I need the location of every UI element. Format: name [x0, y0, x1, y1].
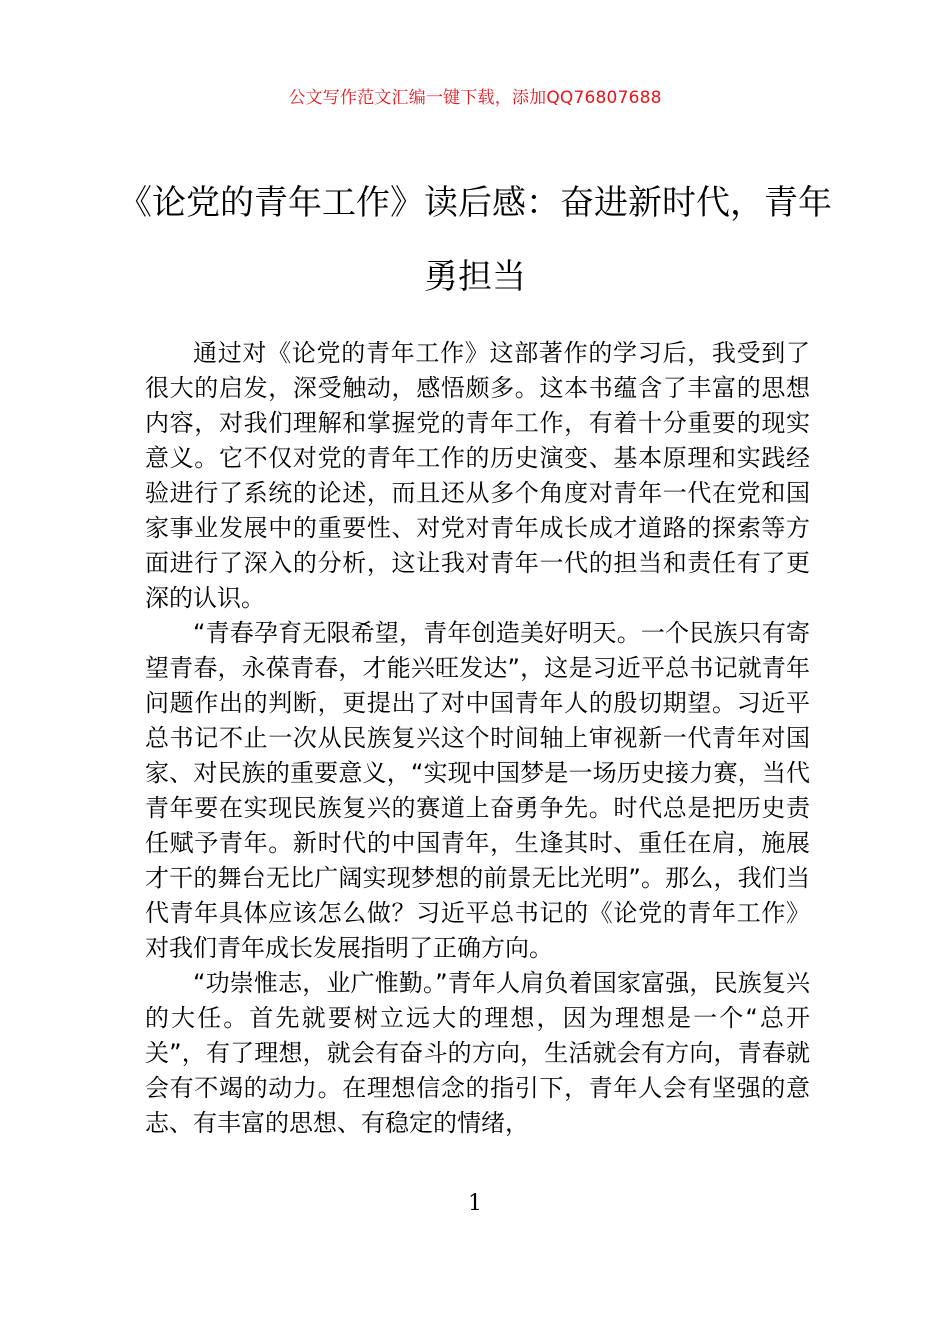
- document-title: 《论党的青年工作》读后感：奋进新时代，青年勇担当: [118, 183, 832, 297]
- document-body: [145, 336, 810, 1141]
- paragraph: “青春孕育无限希望，青年创造美好明天。一个民族只有寄望青春，永葆青春，才能兴旺发达”，这是习近平总书记就青年问题作出的判断，更提出了对中国青年人的殷切期望。习近平总书记不止一次从民族复兴这个时间轴上审视新一代青年对国家、对民族的重要意义，“实现中国梦是一场历史接力赛，当代青年要在实现民族复兴的赛道上奋勇争先。时代总是把历史责任赋予青年。新时代的中国青年，生逢其时、重任在肩，施展才干的舞台无比广阔实现梦想的前景无比光明”。那么，我们当代青年具体应该怎么做？习近平总书记的《论党的青年工作》对我们青年成长发展指明了正确方向。: [145, 619, 810, 962]
- download-notice: 公文写作范文汇编一键下载，添加QQ76807688: [288, 88, 662, 108]
- paragraph: “功崇惟志，业广惟勤。”青年人肩负着国家富强，民族复兴的大任。首先就要树立远大的理想，因为理想是一个“总开关”，有了理想，就会有奋斗的方向，生活就会有方向，青春就会有不竭的动力。在理想信念的指引下，青年人会有坚强的意志、有丰富的思想、有稳定的情绪，: [145, 969, 810, 1137]
- paragraph: 通过对《论党的青年工作》这部著作的学习后，我受到了很大的启发，深受触动，感悟颇多。这本书蕴含了丰富的思想内容，对我们理解和掌握党的青年工作，有着十分重要的现实意义。它不仅对党的青年工作的历史演变、基本原理和实践经验进行了系统的论述，而且还从多个角度对青年一代在党和国家事业发展中的重要性、对党对青年成长成才道路的探索等方面进行了深入的分析，这让我对青年一代的担当和责任有了更深的认识。: [145, 339, 810, 612]
- page-number: 1: [468, 1191, 482, 1216]
